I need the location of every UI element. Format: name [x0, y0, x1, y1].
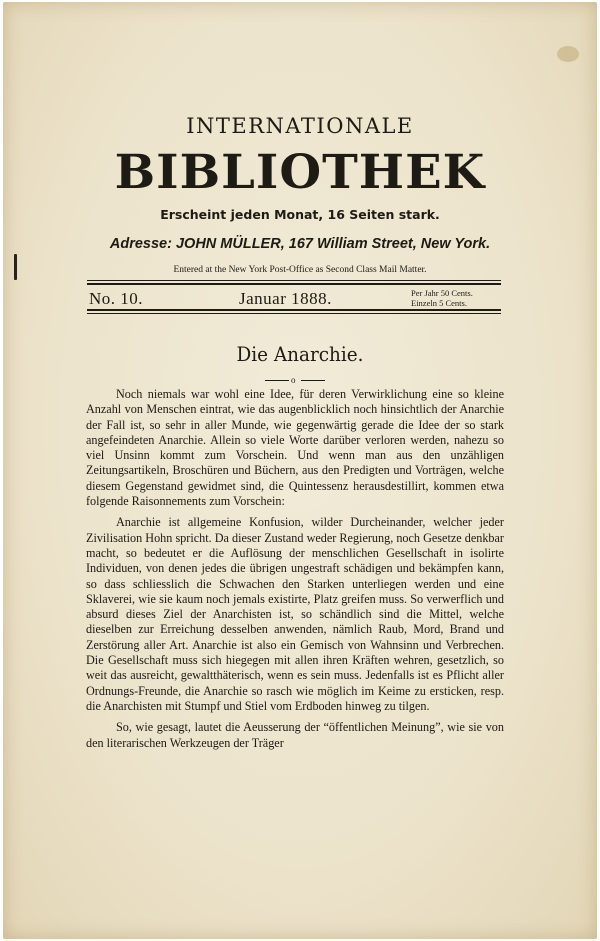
bottom-rule: [87, 313, 501, 314]
ornament-glyph: o: [291, 375, 296, 385]
price-info: [411, 288, 473, 308]
top-rule: [87, 280, 501, 281]
article-paragraph: Noch niemals war wohl eine Idee, für deren Verwirklichung eine so kleine Anzahl von Menschen eintrat, wie das augenblicklich noch hinsichtlich der Anarchie der Fall ist, so sehr in aller Munde, wie gegenwärtig gerade die Idee der so stark angefeindeten Anarchie. Allein so viele Worte darüber verloren werden, nahezu so viel Unsinn kommt zum Vorschein. Und wenn man aus den unzähligen Zeitungsartikeln, Broschüren und Büchern, aus den Predigten und Vorträgen, welche diesem Gegenstand gewidmet sind, die Quintessenz herausdestillirt, kommen etwa folgende Raisonnements zum Vorschein:: [86, 387, 504, 509]
article-paragraph: So, wie gesagt, lautet die Aeusserung der “öffentlichen Meinung”, wie sie von den literarischen Werkzeugen der Träger: [86, 720, 504, 750]
paper-stain: [557, 46, 579, 62]
masthead-address: Adresse: JOHN MÜLLER, 167 William Street, New York.: [109, 236, 491, 252]
masthead-subtitle: Erscheint jeden Monat, 16 Seiten stark.: [160, 207, 440, 222]
price-single: Einzeln 5 Cents.: [411, 298, 467, 308]
top-rule-thick: [87, 283, 501, 285]
title-ornament: [265, 374, 325, 388]
price-yearly: Per Jahr 50 Cents.: [411, 288, 473, 298]
ornament-line-left: [265, 380, 289, 381]
masthead-title-line2: BIBLIOTHEK: [114, 145, 486, 200]
issue-number: No. 10.: [89, 289, 144, 308]
bottom-rule-thick: [87, 309, 501, 311]
masthead-title-line1: INTERNATIONALE: [186, 114, 414, 138]
ornament-line-right: [301, 380, 325, 381]
newspaper-page: [3, 2, 597, 939]
article-paragraph: Anarchie ist allgemeine Konfusion, wilder Durcheinander, welcher jeder Zivilisation Hohn spricht. Da dieser Zustand weder Regierung, noch Gesetze denkbar macht, so bedeutet er die Auflösung der menschlichen Gesellschaft in isolirte Individuen, von denen jedes die übrigen ungestraft schädigen und bekämpfen kann, so dass schliesslich die Schwachen den Starken unterliegen werden und eine Sklaverei, wie sie kaum noch jemals existirte, Platz greifen muss. So verwerflich und absurd dieses Ziel der Anarchisten ist, so schändlich sind die Mittel, welche dieselben zur Erreichung desselben anwenden, nämlich Raub, Mord, Brand und Zerstörung aller Art. Anarchie ist also ein Gemisch von Wahnsinn und Verbrechen. Die Gesellschaft muss sich hiegegen mit allen ihren Kräften wehren, gesetzlich, so weit das ausreicht, gewaltthäterisch, wenn es sein muss. Jedenfalls ist es Pflicht aller Ordnungs-Freunde, die Anarchie so rasch wie möglich im Keime zu ersticken, resp. die Anarchisten mit Stumpf und Stiel vom Erdboden hinweg zu tilgen.: [86, 515, 504, 713]
postal-entry-note: Entered at the New York Post-Office as Second Class Mail Matter.: [173, 265, 427, 275]
issue-info-row: [87, 286, 501, 308]
article-title: Die Anarchie.: [236, 342, 364, 366]
article-body: [86, 387, 504, 757]
issue-date: Januar 1888.: [239, 289, 332, 308]
